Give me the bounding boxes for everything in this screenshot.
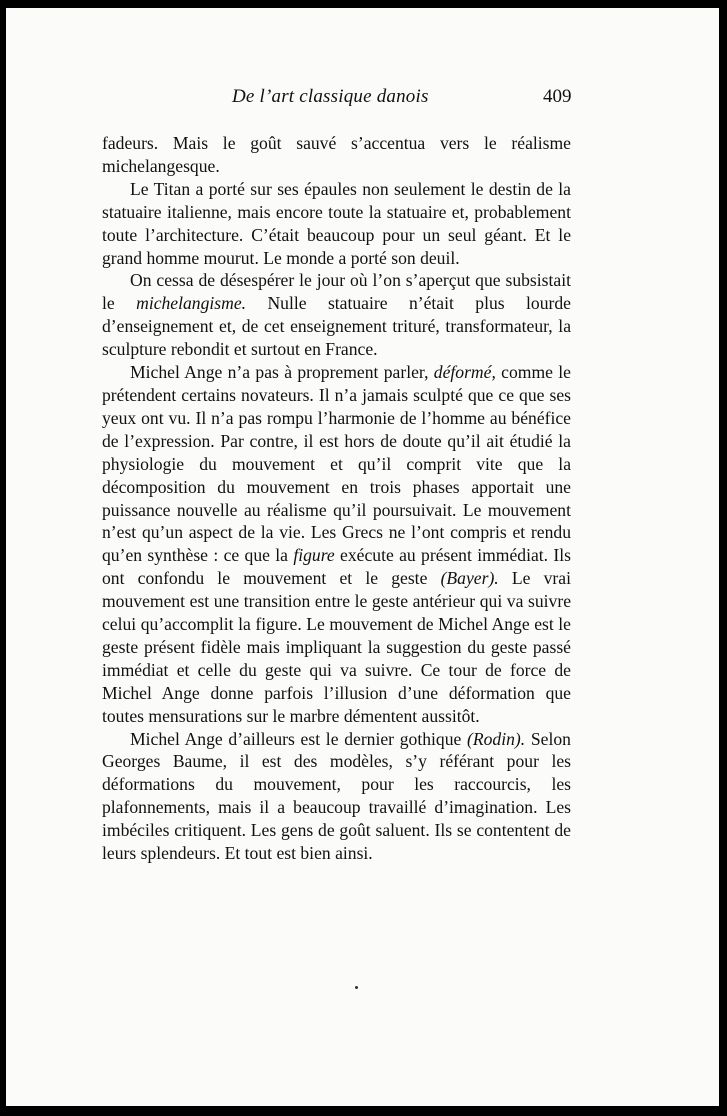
- paragraph: [102, 728, 571, 865]
- page-header: [6, 86, 719, 112]
- italic-text: michelangisme.: [136, 293, 247, 314]
- text-run: Michel Ange d’ailleurs est le dernier gothique: [130, 728, 468, 749]
- italic-text: (Rodin).: [467, 728, 526, 749]
- paragraph: [102, 178, 571, 270]
- text-run: Nulle statuaire n’était plus lourde d’enseignement et, de cet enseignement trituré, transformateur, la sculpture rebondit et surtout en France.: [102, 293, 571, 360]
- text-run: Selon Georges Baume, il est des modèles, s’y référant pour les déformations du mouvement, pour les raccourcis, les plafonnements, mais il a beaucoup travaillé d’imagination. Les imbéciles critiquent. Les gens de goût saluent. Ils se contentent de leurs splendeurs. Et tout est bien ainsi.: [102, 728, 571, 864]
- italic-text: (Bayer).: [440, 568, 499, 589]
- italic-text: figure: [293, 545, 335, 566]
- page-number: 409: [543, 86, 572, 107]
- paragraph: [102, 361, 571, 728]
- italic-text: déformé,: [433, 362, 496, 383]
- paragraph: [102, 269, 571, 361]
- text-run: exécute au présent immédiat. Ils ont confondu le mouvement et le geste: [102, 545, 571, 589]
- text-run: Michel Ange n’a pas à proprement parler,: [130, 362, 434, 383]
- ink-dot: [355, 986, 358, 989]
- text-run: On cessa de désespérer le jour où l’on s’aperçut que subsistait le: [102, 270, 571, 314]
- book-page: [6, 8, 719, 1106]
- running-title: De l’art classique danois: [232, 86, 429, 107]
- text-run: fadeurs. Mais le goût sauvé s’accentua vers le réalisme michelangesque.: [102, 133, 571, 176]
- paragraph: [102, 132, 571, 178]
- text-run: Le Titan a porté sur ses épaules non seulement le destin de la statuaire italienne, mais encore toute la statuaire et, probablement toute l’architecture. C’était beaucoup pour un seul géant. Et le grand homme mourut. Le monde a porté son deuil.: [102, 178, 571, 268]
- text-run: Le vrai mouvement est une transition entre le geste antérieur qui va suivre celui qu’accomplit la figure. Le mouvement de Michel Ange est le geste présent fidèle mais impliquant la suggestion du geste passé immédiat et celle du geste qui va suivre. Ce tour de force de Michel Ange donne parfois l’illusion d’une déformation que toutes mensurations sur le marbre démentent aussitôt.: [102, 568, 571, 726]
- body-text: [102, 132, 571, 865]
- text-run: comme le prétendent certains novateurs. Il n’a jamais sculpté que ce que ses yeux ont vu. Il n’a pas rompu l’harmonie de l’homme au bénéfice de l’expression. Par contre, il est hors de doute qu’il ait étudié la physiologie du mouvement et qu’il comprit vite que la décomposition du mouvement en trois phases apportait une puissance nouvelle au réalisme qu’il poursuivait. Le mouvement n’est qu’un aspect de la vie. Les Grecs ne l’ont compris et rendu qu’en synthèse : ce que la: [102, 362, 571, 566]
